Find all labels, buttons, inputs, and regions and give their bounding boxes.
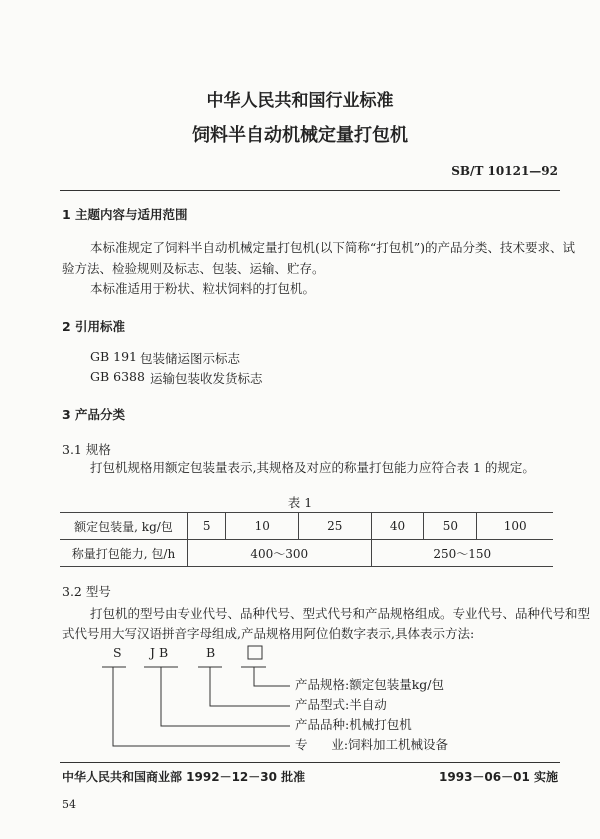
page-number: 54: [62, 798, 76, 811]
paragraph: 打包机的型号由专业代号、品种代号、型式代号和产品规格组成。专业代号、品种代号和型: [90, 606, 591, 621]
subsection-3-2: 3.2 型号: [62, 584, 111, 599]
cell: 25: [298, 513, 371, 540]
cell: 250～150: [371, 540, 553, 567]
reference-code: GB 191: [90, 349, 138, 364]
reference-code: GB 6388: [90, 369, 145, 384]
cell: 40: [371, 513, 424, 540]
reference-title: 运输包装收发货标志: [150, 371, 263, 386]
document-title: 饲料半自动机械定量打包机: [192, 125, 408, 146]
approval-info: 中华人民共和国商业部 1992－12－30 批准: [62, 770, 306, 784]
table-caption: 表 1: [287, 495, 313, 510]
subsection-3-1: 3.1 规格: [62, 442, 111, 457]
diagram-label: 专 业:饲料加工机械设备: [295, 737, 449, 752]
spec-box: [248, 646, 262, 659]
section-1-heading: 1 主题内容与适用范围: [62, 207, 188, 222]
reference-title: 包装储运图示标志: [140, 351, 241, 366]
row-label: 额定包装量, kg/包: [60, 513, 188, 540]
section-3-heading: 3 产品分类: [62, 407, 126, 422]
implementation-date: 1993－06－01 实施: [439, 770, 558, 784]
paragraph: 本标准适用于粉状、粒状饲料的打包机。: [90, 281, 316, 296]
cell: 5: [188, 513, 226, 540]
issuing-org: 中华人民共和国行业标准: [206, 91, 394, 111]
diagram-label: 产品规格:额定包装量kg/包: [295, 677, 444, 692]
cell: 100: [477, 513, 553, 540]
diagram-label: 产品品种:机械打包机: [295, 717, 412, 732]
code-type: B: [206, 645, 216, 660]
footer-rule: [60, 762, 560, 763]
code-variety: J B: [150, 645, 169, 660]
paragraph: 验方法、检验规则及标志、包装、运输、贮存。: [62, 261, 325, 276]
standard-code: SB/T 10121—92: [451, 164, 558, 178]
cell: 50: [424, 513, 477, 540]
paragraph: 本标准规定了饲料半自动机械定量打包机(以下简称“打包机”)的产品分类、技术要求、试: [90, 240, 576, 255]
paragraph: 打包机规格用额定包装量表示,其规格及对应的称量打包能力应符合表 1 的规定。: [90, 460, 535, 475]
cell: 400～300: [188, 540, 372, 567]
diagram-label: 产品型式:半自动: [295, 697, 387, 712]
code-specialty: S: [113, 645, 122, 660]
paragraph: 式代号用大写汉语拼音字母组成,产品规格用阿位伯数字表示,具体表示方法:: [62, 626, 475, 641]
section-2-heading: 2 引用标准: [62, 319, 126, 334]
row-label: 称量打包能力, 包/h: [60, 540, 188, 567]
cell: 10: [226, 513, 299, 540]
